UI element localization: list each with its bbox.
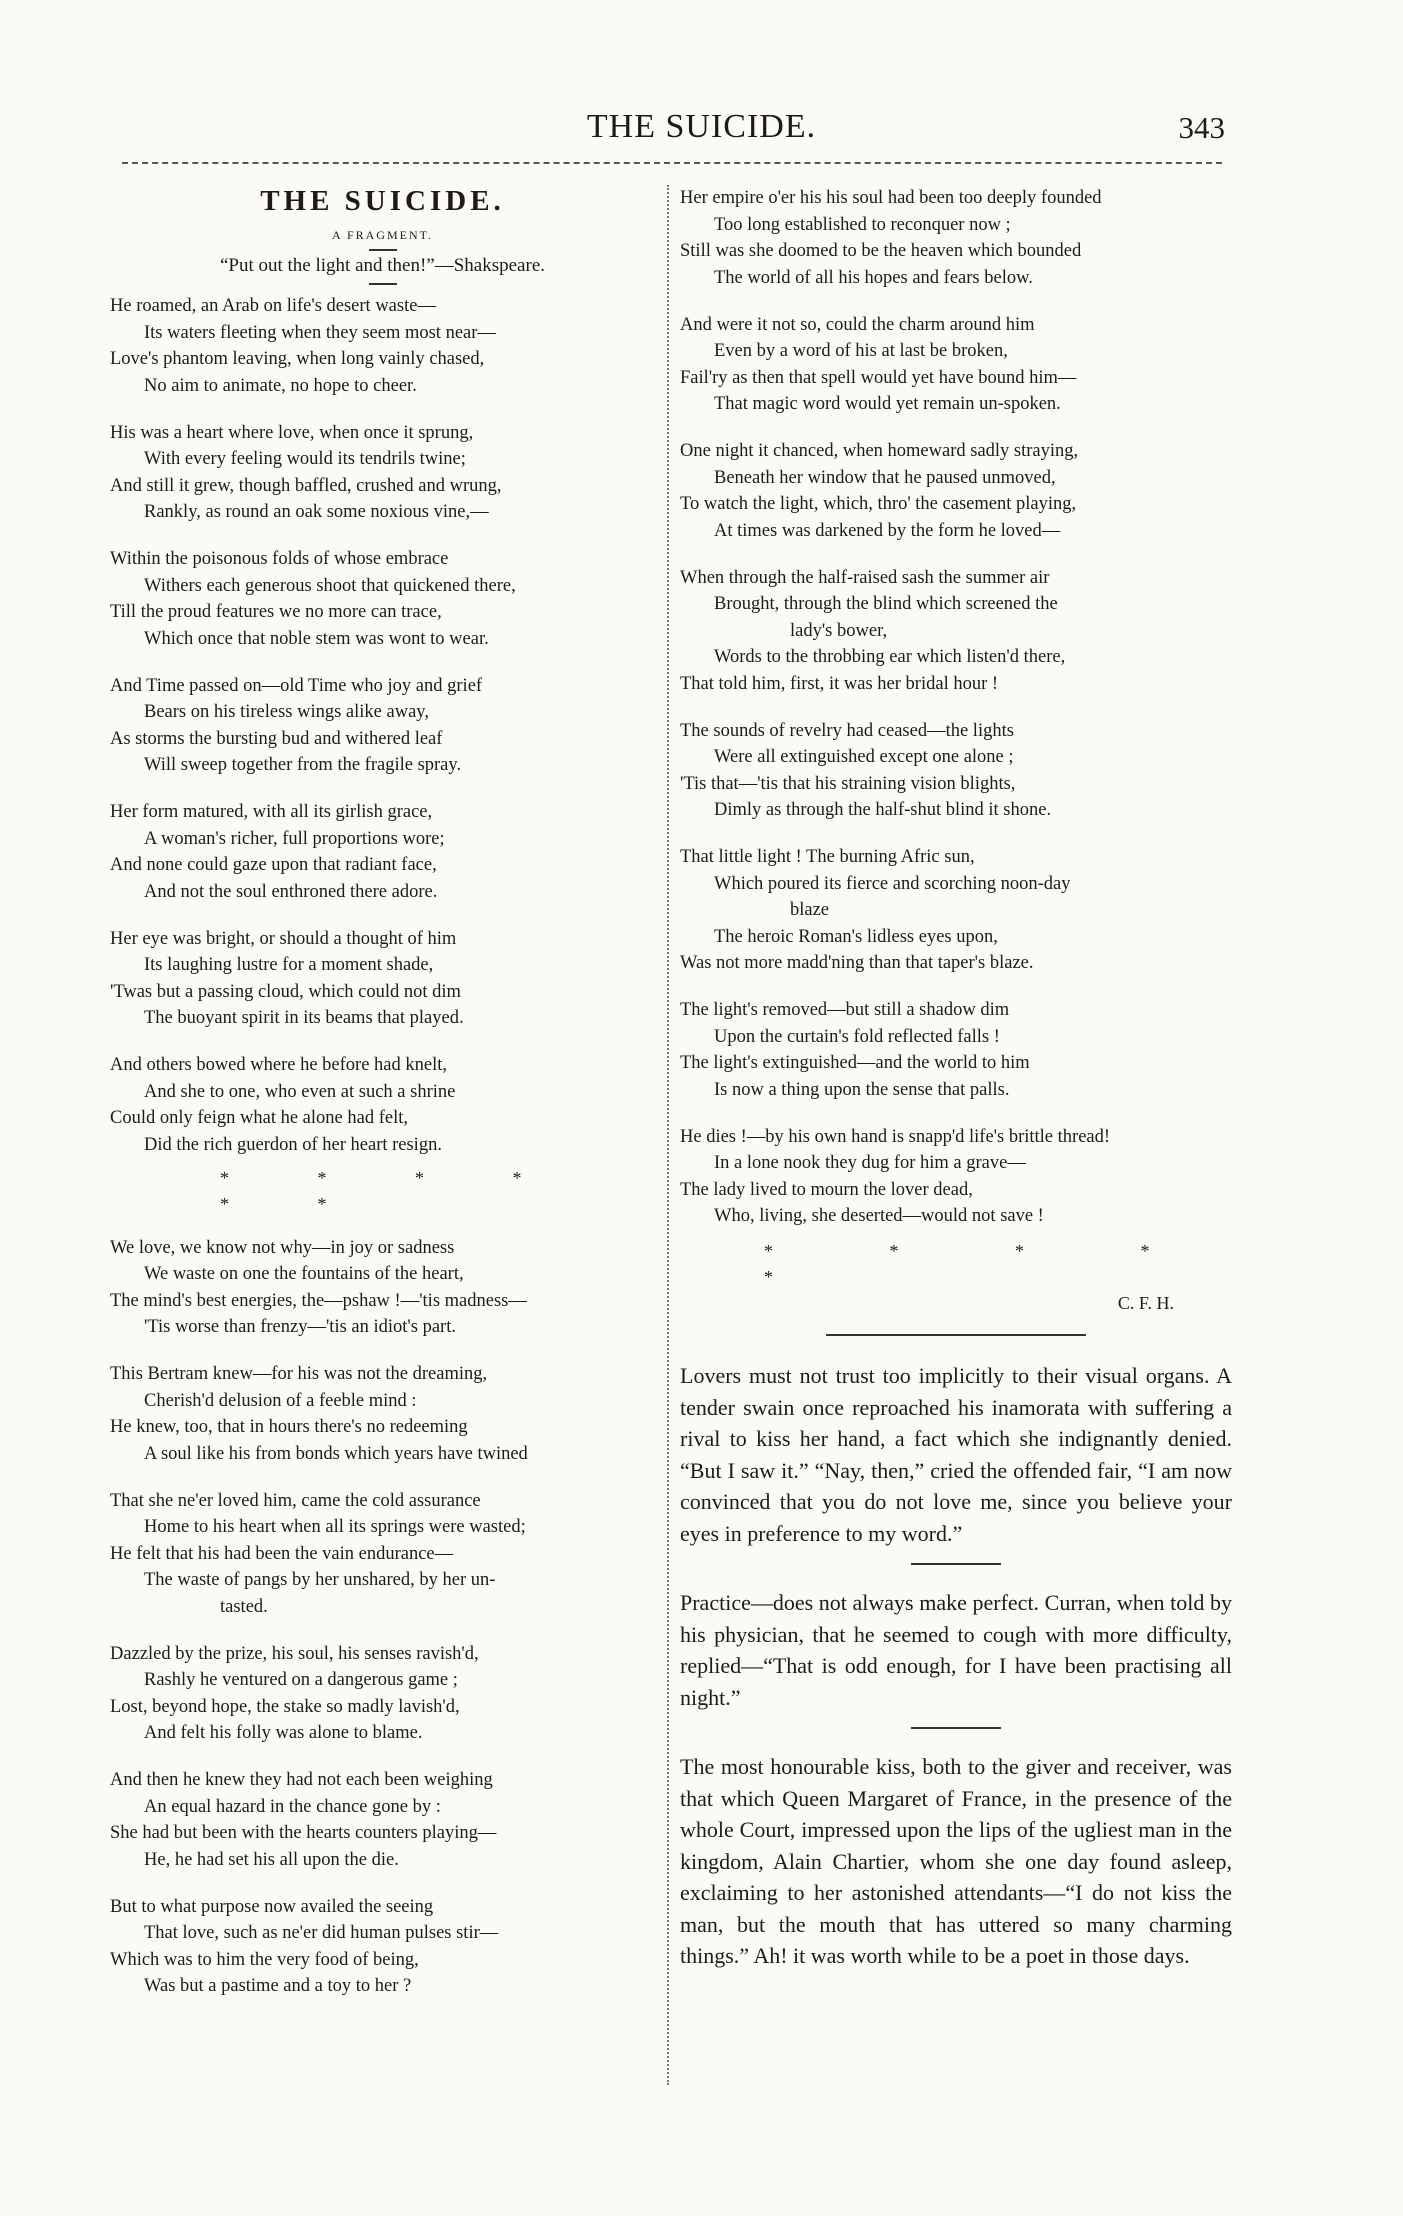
- poem-stanza: [680, 718, 1232, 824]
- section-rule: [911, 1563, 1001, 1565]
- poem-line: And none could gaze upon that radiant face,: [110, 855, 437, 875]
- poem-stanza: [110, 1361, 655, 1467]
- short-rule: [369, 249, 397, 251]
- poem-line: That little light ! The burning Afric sun,: [680, 847, 975, 867]
- poem-line: An equal hazard in the chance gone by :: [144, 1796, 441, 1817]
- poem-line: And others bowed where he before had knelt,: [110, 1055, 447, 1075]
- poem-line: Were all extinguished except one alone ;: [714, 747, 1014, 767]
- poem-line: Was not more madd'ning than that taper's blaze.: [680, 953, 1034, 973]
- poem-line: That she ne'er loved him, came the cold assurance: [110, 1490, 481, 1511]
- poem-line: Which once that noble stem was wont to wear.: [144, 628, 489, 649]
- paragraph-text: Practice—does not always make perfect. Curran, when told by his physician, that he seemed to cough with more difficulty, replied—“That is odd enough, for I have been practising all night.”: [680, 1590, 1232, 1710]
- poem-line: No aim to animate, no hope to cheer.: [144, 375, 417, 396]
- poem-line: And were it not so, could the charm around him: [680, 314, 1035, 335]
- column-divider: [667, 185, 669, 2085]
- poem-line: The waste of pangs by her unshared, by her un-: [144, 1570, 496, 1590]
- poem-title: THE SUICIDE.: [260, 185, 505, 217]
- paragraph-text: The most honourable kiss, both to the giver and receiver, was that which Queen Margaret of France, in the presence of the whole Court, impressed upon the lips of the ugliest man in the kingdom, Alain Chartier, whom she one day found asleep, exclaiming to her astonished attendants—“I do not kiss the man, but the mouth that has uttered so many charming things.” Ah! it was worth while to be a poet in those days.: [680, 1754, 1232, 1968]
- poem-stanza: [680, 1124, 1232, 1230]
- poem-signature: C. F. H.: [1117, 1293, 1174, 1313]
- poem-line: Within the poisonous folds of whose embrace: [110, 549, 449, 569]
- poem-stanza: [110, 926, 655, 1032]
- poem-line: Bears on his tireless wings alike away,: [144, 702, 429, 722]
- left-column: [110, 185, 655, 2020]
- stars-divider: * * * * *: [764, 1241, 1206, 1287]
- poem-line: Till the proud features we no more can trace,: [110, 602, 442, 622]
- poem-subtitle: A FRAGMENT.: [331, 228, 434, 242]
- poem-stanza: [110, 420, 655, 526]
- head-rule: [122, 162, 1222, 164]
- poem-stanza: [680, 185, 1232, 291]
- poem-line: Brought, through the blind which screened the: [714, 594, 1058, 614]
- poem-line: His was a heart where love, when once it sprung,: [110, 422, 474, 443]
- poem-line: Cherish'd delusion of a feeble mind :: [144, 1390, 417, 1411]
- poem-line: Upon the curtain's fold reflected falls !: [714, 1026, 1000, 1047]
- poem-line: Her eye was bright, or should a thought of him: [110, 928, 457, 949]
- poem-line: With every feeling would its tendrils twine;: [144, 449, 466, 469]
- poem-line: Still was she doomed to be the heaven which bounded: [680, 241, 1082, 261]
- right-column: [680, 185, 1232, 1972]
- poem-line: Dimly as through the half-shut blind it shone.: [714, 800, 1052, 820]
- poem-line: Which poured its fierce and scorching noon-day: [714, 873, 1071, 894]
- poem-line: Too long established to reconquer now ;: [714, 214, 1011, 235]
- poem-line: In a lone nook they dug for him a grave—: [714, 1153, 1026, 1173]
- poem-line: Will sweep together from the fragile spray.: [144, 755, 462, 775]
- poem-line: Rankly, as round an oak some noxious vine,—: [144, 502, 489, 522]
- poem-line: He, he had set his all upon the die.: [144, 1849, 399, 1870]
- poem-line: The light's extinguished—and the world to him: [680, 1053, 1030, 1073]
- poem-line: Its laughing lustre for a moment shade,: [144, 955, 434, 975]
- running-title: THE SUICIDE.: [586, 108, 817, 145]
- poem-line: Home to his heart when all its springs were wasted;: [144, 1517, 526, 1537]
- paragraph-kiss: [680, 1751, 1232, 1972]
- poem-line: He knew, too, that in hours there's no redeeming: [110, 1417, 468, 1437]
- running-head: [0, 108, 1403, 158]
- poem-line: To watch the light, which, thro' the casement playing,: [680, 494, 1077, 514]
- poem-line: We waste on one the fountains of the heart,: [144, 1264, 464, 1284]
- poem-line: The light's removed—but still a shadow dim: [680, 1000, 1010, 1020]
- poem-line: And still it grew, though baffled, crushed and wrung,: [110, 475, 502, 496]
- poem-line: And Time passed on—old Time who joy and grief: [110, 675, 483, 696]
- poem-stanza: [110, 1894, 655, 2000]
- poem-line: The mind's best energies, the—pshaw !—'tis madness—: [110, 1290, 527, 1311]
- poem-line: Fail'ry as then that spell would yet have bound him—: [680, 367, 1077, 388]
- poem-line: He dies !—by his own hand is snapp'd life's brittle thread!: [680, 1126, 1111, 1147]
- poem-line: One night it chanced, when homeward sadly straying,: [680, 441, 1079, 461]
- poem-line: He felt that his had been the vain endurance—: [110, 1543, 454, 1564]
- poem-stanza: [110, 799, 655, 905]
- poem-stanza: [110, 1488, 655, 1621]
- paragraph-text: Lovers must not trust too implicitly to their visual organs. A tender swain once reproached his inamorata with suffering a rival to kiss her hand, a fact which she indignantly denied. “But I saw it.” “Nay, then,” cried the offended fair, “I am now convinced that you do not love me, since you believe your eyes in preference to my word.”: [680, 1363, 1232, 1546]
- poem-line: The buoyant spirit in its beams that played.: [144, 1008, 464, 1028]
- poem-line: And she to one, who even at such a shrine: [144, 1081, 456, 1102]
- paragraph-practice: [680, 1587, 1232, 1713]
- poem-line: The heroic Roman's lidless eyes upon,: [714, 926, 998, 947]
- poem-line: He roamed, an Arab on life's desert waste—: [110, 296, 436, 316]
- poem-line: Which was to him the very food of being,: [110, 1949, 419, 1970]
- poem-line: Her form matured, with all its girlish grace,: [110, 802, 433, 822]
- poem-line: And then he knew they had not each been weighing: [110, 1770, 493, 1790]
- paragraph-lovers: [680, 1360, 1232, 1549]
- poem-line: Words to the throbbing ear which listen'd there,: [714, 647, 1066, 667]
- poem-line: Withers each generous shoot that quickened there,: [144, 575, 516, 596]
- poem-line: Even by a word of his at last be broken,: [714, 341, 1008, 361]
- poem-line: Who, living, she deserted—would not save !: [714, 1206, 1044, 1226]
- poem-line: blaze: [790, 900, 830, 920]
- poem-line: That love, such as ne'er did human pulses stir—: [144, 1923, 499, 1943]
- poem-line: 'Tis worse than frenzy—'tis an idiot's part.: [144, 1317, 456, 1337]
- poem-line: Its waters fleeting when they seem most near—: [144, 322, 496, 343]
- poem-line: 'Twas but a passing cloud, which could not dim: [110, 981, 461, 1002]
- epigraph: “Put out the light and then!”—Shakspeare.: [219, 255, 546, 276]
- page-number: 343: [1178, 110, 1225, 145]
- poem-stanza: [680, 312, 1232, 418]
- poem-stanza: [110, 293, 655, 399]
- poem-line: We love, we know not why—in joy or sadness: [110, 1237, 455, 1258]
- poem-line: Lost, beyond hope, the stake so madly lavish'd,: [110, 1696, 460, 1717]
- poem-stanza: [110, 1641, 655, 1747]
- poem-stanza: [110, 546, 655, 652]
- poem-line: This Bertram knew—for his was not the dreaming,: [110, 1364, 488, 1384]
- poem-line: The lady lived to mourn the lover dead,: [680, 1179, 973, 1200]
- poem-line: That magic word would yet remain un-spoken.: [714, 394, 1061, 414]
- poem-line: As storms the bursting bud and withered leaf: [110, 728, 443, 749]
- poem-line: Is now a thing upon the sense that palls.: [714, 1079, 1010, 1100]
- poem-line: When through the half-raised sash the summer air: [680, 567, 1050, 588]
- poem-stanza: [110, 1235, 655, 1341]
- poem-line: But to what purpose now availed the seeing: [110, 1896, 434, 1917]
- poem-stanza: [680, 844, 1232, 977]
- poem-line: Beneath her window that he paused unmoved,: [714, 467, 1056, 488]
- poem-stanza: [110, 1052, 655, 1158]
- poem-line: The world of all his hopes and fears below.: [714, 267, 1033, 288]
- poem-line: Rashly he ventured on a dangerous game ;: [144, 1670, 458, 1690]
- poem-stanzas-left: [110, 293, 655, 2000]
- section-rule: [826, 1334, 1086, 1336]
- poem-line: And not the soul enthroned there adore.: [144, 881, 438, 902]
- poem-line: She had but been with the hearts counters playing—: [110, 1823, 497, 1843]
- poem-line: The sounds of revelry had ceased—the lights: [680, 720, 1014, 741]
- poem-stanzas-right: [680, 185, 1232, 1230]
- poem-stanza: [680, 438, 1232, 544]
- poem-line: A soul like his from bonds which years have twined: [144, 1443, 528, 1464]
- poem-line: lady's bower,: [790, 620, 888, 641]
- poem-line: At times was darkened by the form he loved—: [714, 520, 1061, 541]
- poem-stanza: [110, 673, 655, 779]
- poem-line: tasted.: [220, 1596, 268, 1617]
- poem-line: Her empire o'er his his soul had been too deeply founded: [680, 188, 1102, 208]
- section-rule: [911, 1727, 1001, 1729]
- poem-stanza: [680, 565, 1232, 698]
- poem-stanza: [680, 997, 1232, 1103]
- stars-divider: * * * * * *: [220, 1167, 564, 1214]
- poem-line: A woman's richer, full proportions wore;: [144, 828, 445, 849]
- poem-stanza: [110, 1767, 655, 1873]
- poem-line: Dazzled by the prize, his soul, his senses ravish'd,: [110, 1643, 479, 1664]
- poem-line: Could only feign what he alone had felt,: [110, 1108, 408, 1128]
- poem-line: Was but a pastime and a toy to her ?: [144, 1976, 412, 1996]
- poem-line: Love's phantom leaving, when long vainly chased,: [110, 349, 485, 369]
- poem-line: Did the rich guerdon of her heart resign.: [144, 1134, 442, 1155]
- short-rule: [369, 283, 397, 285]
- poem-line: That told him, first, it was her bridal hour !: [680, 673, 999, 694]
- poem-line: 'Tis that—'tis that his straining vision blights,: [680, 773, 1016, 794]
- poem-line: And felt his folly was alone to blame.: [144, 1723, 423, 1743]
